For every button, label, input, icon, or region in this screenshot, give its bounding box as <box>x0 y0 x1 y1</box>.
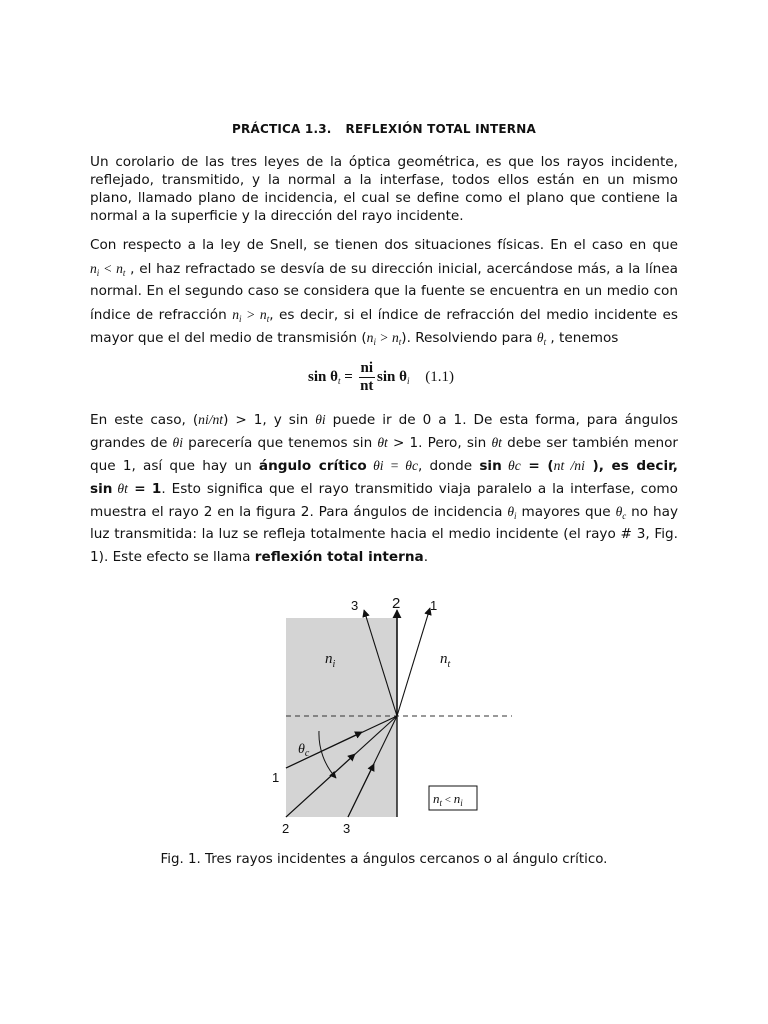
paragraph-line: En este caso, (ni/nt) > 1, y sin θi puede ir de 0 a 1. De esta forma, para ángulos <box>90 412 678 428</box>
label-theta-c: $\theta_c$ <box>298 742 310 759</box>
top-label-1: 1 <box>430 598 438 613</box>
paragraph-line: que 1, así que hay un ángulo crítico θi = θc, donde sin θc = (nt /ni ), es decir, <box>90 458 678 474</box>
practice-number: PRÁCTICA 1.3. <box>232 122 332 136</box>
bottom-label-3: 3 <box>343 821 351 836</box>
label-n-i: $n_i$ <box>325 651 336 670</box>
bottom-label-2: 2 <box>282 821 290 836</box>
paragraph-line: plano, llamado plano de incidencia, el cual se define como el plano que contiene la <box>90 190 678 206</box>
equation-tag: (1.1) <box>425 368 454 385</box>
paragraph-line: Un corolario de las tres leyes de la óptica geométrica, es que los rayos incidente, <box>90 154 678 170</box>
paragraph-line: índice de refracción $n_i > n_t$, es decir, si el índice de refracción del medio incidente es <box>90 307 678 324</box>
paragraph-line: $n_i < n_t$ , el haz refractado se desvía de su dirección inicial, acercándose más, a la línea <box>90 261 678 278</box>
paragraph-line: 1). Este efecto se llama reflexión total interna. <box>90 549 429 565</box>
figure-caption: Fig. 1. Tres rayos incidentes a ángulos cercanos o al ángulo crítico. <box>160 852 608 867</box>
left-label-1: 1 <box>272 770 280 785</box>
paragraph-line: Con respecto a la ley de Snell, se tienen dos situaciones físicas. En el caso en que <box>90 237 678 253</box>
practice-name: REFLEXIÓN TOTAL INTERNA <box>345 122 536 136</box>
paragraph-3 <box>90 408 678 569</box>
page-title <box>0 122 768 136</box>
paragraph-line: sin θt = 1. Esto significa que el rayo transmitido viaja paralelo a la interfase, como <box>90 481 678 497</box>
paragraph-line: reflejado, transmitido, y la normal a la interfase, todos ellos están en un mismo <box>90 172 678 188</box>
top-label-2: 2 <box>392 595 401 612</box>
condition-text: $n_t$ < $n_i$ <box>433 791 463 808</box>
paragraph-line: mayor que el del medio de transmisión $(n_i > n_t)$. Resolviendo para $\theta_t$ , tenemos <box>90 330 619 347</box>
figure-1 <box>250 588 530 838</box>
top-label-3: 3 <box>351 598 359 613</box>
paragraph-line: normal. En el segundo caso se considera que la fuente se encuentra en un medio con <box>90 283 678 299</box>
equation-1-1: $\sin \theta_t$ = $\frac{ni}{nt}$ $\sin \theta_i$ (1.1) <box>308 360 454 394</box>
paragraph-line: luz transmitida: la luz se refleja totalmente hacia el medio incidente (el rayo # 3, Fig. <box>90 526 678 542</box>
ray-1-transmitted <box>397 608 430 716</box>
incident-medium <box>286 618 397 817</box>
label-n-t: $n_t$ <box>440 651 451 670</box>
paragraph-line: muestra el rayo 2 en la figura 2. Para ángulos de incidencia $\theta_i$ mayores que $\theta_c$ no hay <box>90 504 678 521</box>
fraction: $\frac{ni}{nt}$ <box>360 360 374 394</box>
paragraph-line: normal a la superficie y la dirección del rayo incidente. <box>90 208 464 224</box>
paragraph-1 <box>90 153 678 225</box>
paragraph-2 <box>90 234 678 349</box>
paragraph-line: grandes de θi parecería que tenemos sin θt > 1. Pero, sin θt debe ser también menor <box>90 435 679 451</box>
